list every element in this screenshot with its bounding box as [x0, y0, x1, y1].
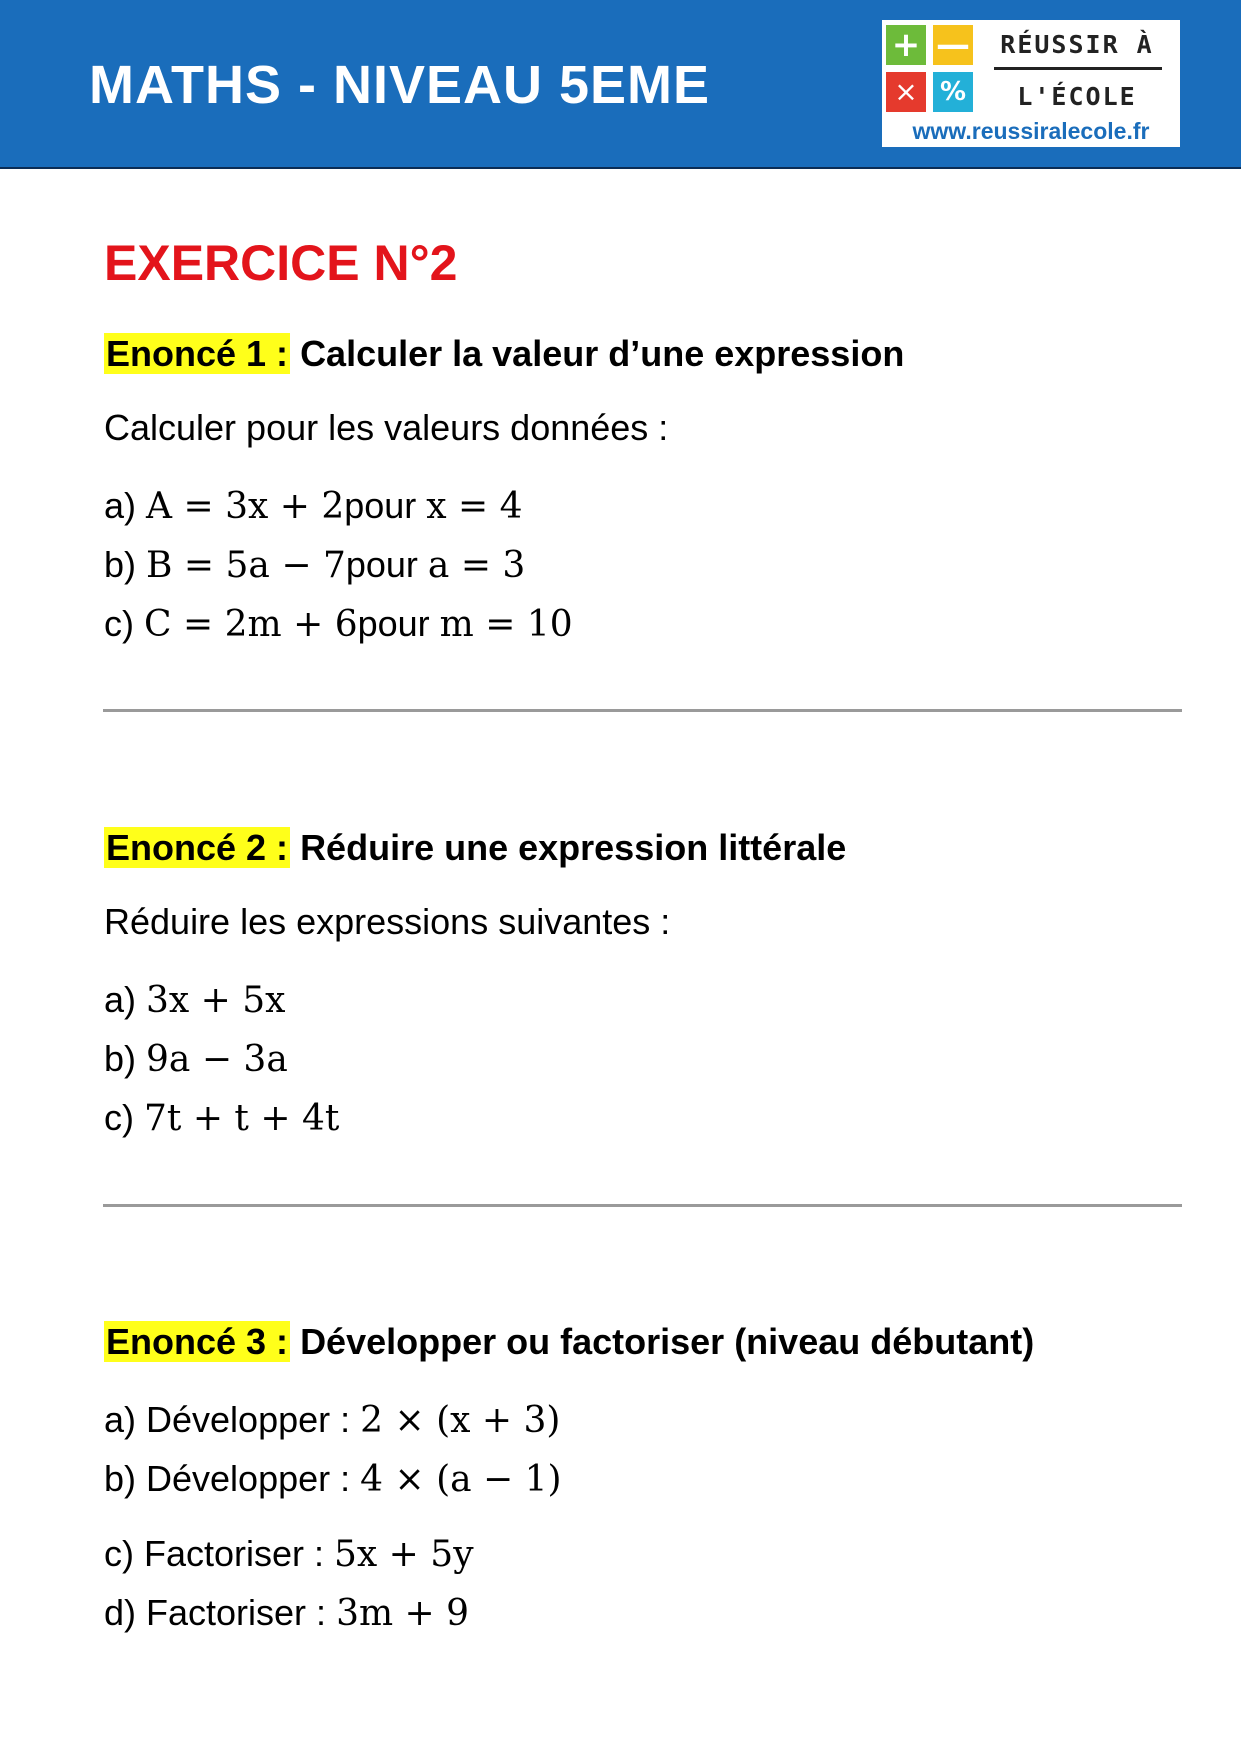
divide-icon: %	[933, 72, 973, 112]
question-expression: 3x + 5x	[146, 980, 286, 1021]
enonce-1-section	[104, 332, 1184, 653]
multiply-icon: ×	[886, 72, 926, 112]
section-divider	[103, 709, 1182, 712]
question-label: d) Factoriser :	[104, 1592, 337, 1633]
exercise-title: EXERCICE N°2	[104, 235, 458, 291]
logo-divider	[994, 67, 1162, 70]
question-expression: B = 5a − 7	[146, 545, 346, 586]
question-expression: 4 × (a − 1)	[360, 1459, 562, 1500]
question-label: a)	[104, 979, 147, 1020]
question-label: c) Factoriser :	[104, 1533, 335, 1574]
enonce-2-section	[104, 826, 1184, 1147]
question-expression: C = 2m + 6	[144, 604, 358, 645]
question-expression: A = 3x + 2	[146, 486, 345, 527]
question-value: m = 10	[439, 604, 573, 645]
question-label: a) Développer :	[104, 1399, 361, 1440]
question-label: b) Développer :	[104, 1458, 361, 1499]
enonce-instruction: Réduire les expressions suivantes :	[104, 901, 671, 942]
question-item	[104, 594, 1184, 653]
question-item	[104, 476, 1184, 535]
question-item	[104, 1390, 1184, 1449]
question-label: a)	[104, 485, 147, 526]
enonce-title: Développer ou factoriser (niveau débutant)	[300, 1321, 1035, 1362]
enonce-title: Calculer la valeur d’une expression	[300, 333, 905, 374]
minus-icon: —	[933, 25, 973, 65]
question-list	[104, 970, 1184, 1147]
question-connector: pour	[344, 485, 427, 526]
question-item	[104, 1088, 1184, 1147]
page-title: MATHS - NIVEAU 5EME	[89, 55, 711, 115]
section-divider	[103, 1204, 1182, 1207]
logo-url-link[interactable]: www.reussiralecole.fr	[912, 118, 1150, 144]
page-header	[0, 0, 1241, 169]
question-item	[104, 1524, 1184, 1583]
enonce-heading	[104, 826, 1184, 870]
enonce-instruction: Calculer pour les valeurs données :	[104, 407, 669, 448]
question-item	[104, 1583, 1184, 1642]
enonce-badge: Enoncé 1 :	[106, 333, 289, 374]
question-expression: 5x + 5y	[334, 1534, 474, 1575]
question-connector: pour	[345, 544, 428, 585]
question-label: c)	[104, 1097, 144, 1138]
question-value: x = 4	[426, 486, 523, 527]
question-connector: pour	[357, 603, 440, 644]
logo-text-line1: RÉUSSIR À	[1000, 30, 1154, 59]
enonce-title: Réduire une expression littérale	[300, 827, 847, 868]
enonce-heading	[104, 1320, 1184, 1364]
plus-icon: +	[886, 25, 926, 65]
question-label: b)	[104, 1038, 147, 1079]
enonce-heading	[104, 332, 1184, 376]
question-item	[104, 1449, 1184, 1508]
question-expression: 3m + 9	[336, 1593, 470, 1634]
question-item	[104, 535, 1184, 594]
question-list	[104, 476, 1184, 653]
enonce-3-section	[104, 1320, 1184, 1642]
question-label: b)	[104, 544, 147, 585]
question-item	[104, 970, 1184, 1029]
question-expression: 9a − 3a	[146, 1039, 288, 1080]
enonce-badge: Enoncé 2 :	[106, 827, 289, 868]
question-item	[104, 1029, 1184, 1088]
question-expression: 2 × (x + 3)	[360, 1400, 561, 1441]
logo-text-line2: L'ÉCOLE	[1017, 82, 1137, 111]
question-value: a = 3	[427, 545, 526, 586]
question-list	[104, 1390, 1184, 1642]
enonce-badge: Enoncé 3 :	[106, 1321, 289, 1362]
site-logo[interactable]	[882, 20, 1180, 147]
question-expression: 7t + t + 4t	[144, 1098, 340, 1139]
question-label: c)	[104, 603, 144, 644]
